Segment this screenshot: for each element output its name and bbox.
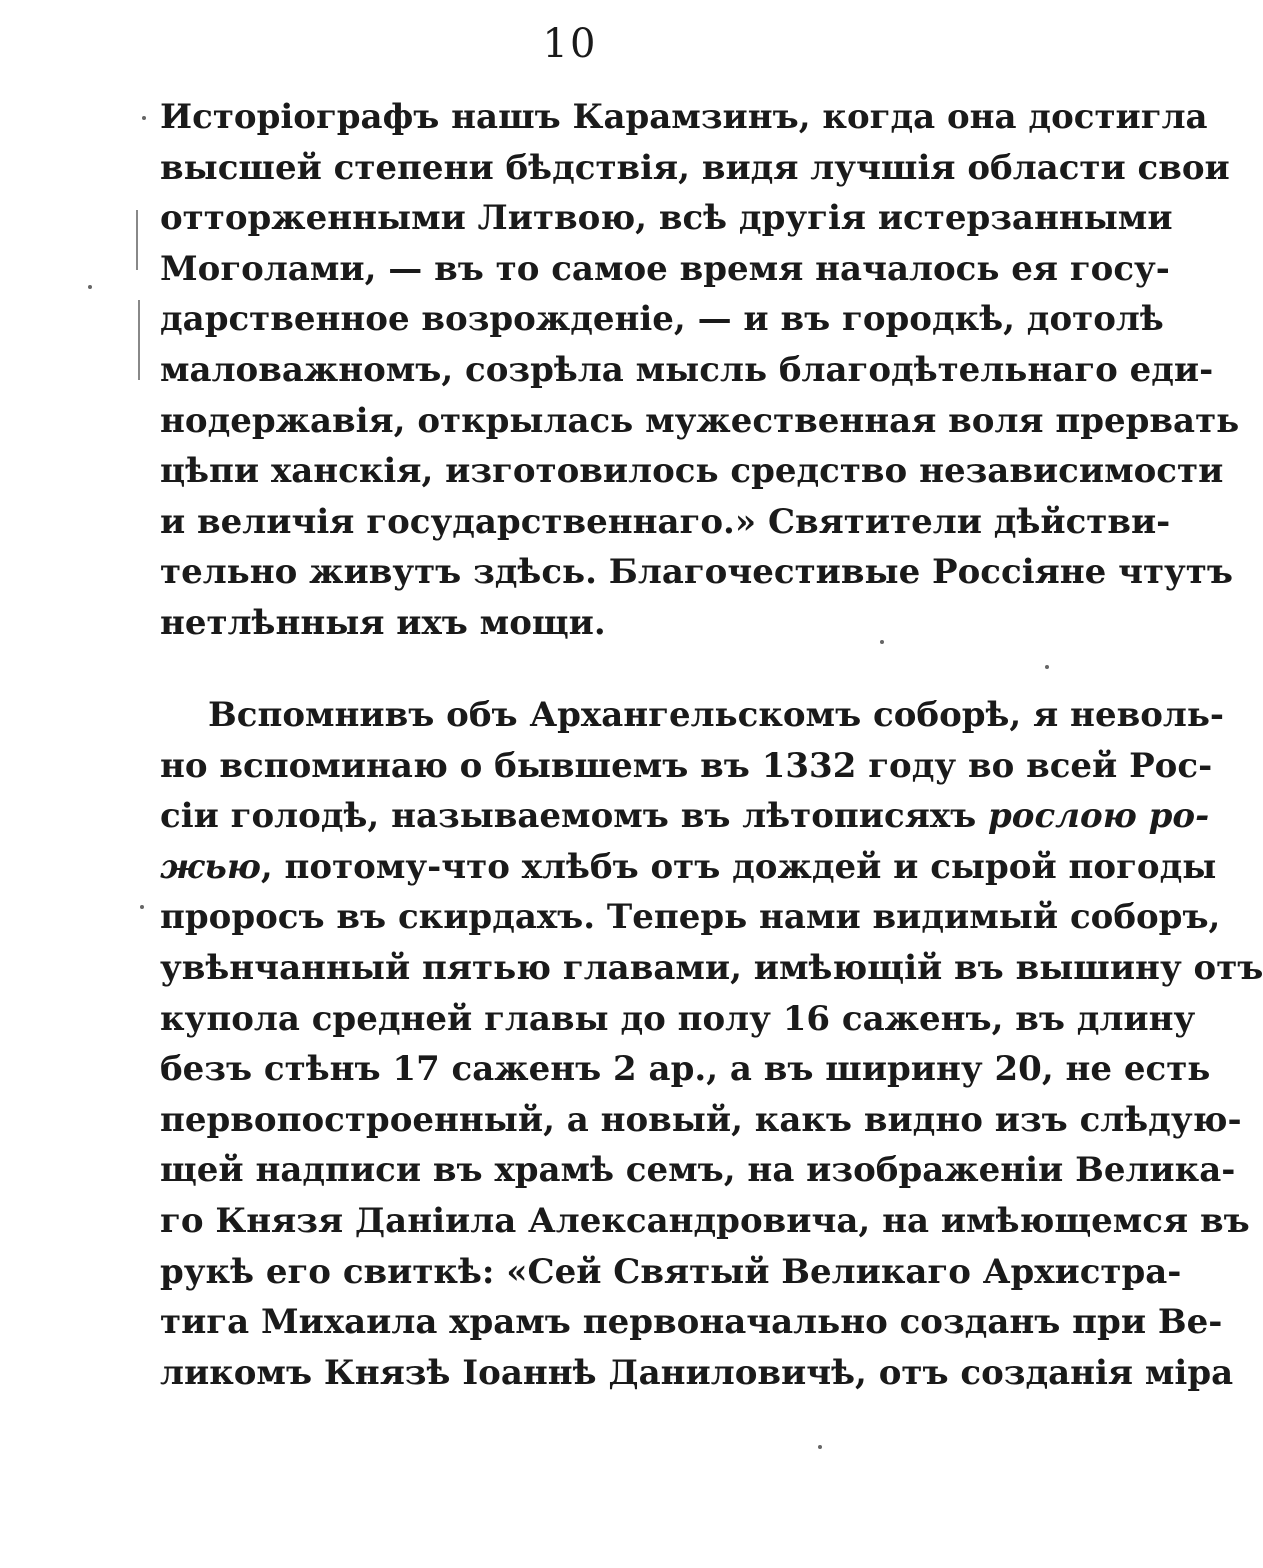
text-line: увѣнчанный пятью главами, имѣющій въ вышину отъ: [160, 947, 1263, 988]
text-line: Вспомнивъ объ Архангельскомъ соборѣ, я неволь-: [208, 695, 1225, 735]
text-line: и величія государственнаго.» Святители дѣйстви-: [160, 501, 1171, 542]
text-line: го Князя Даніила Александровича, на имѣющемся въ: [160, 1200, 1250, 1241]
scan-speck: [142, 116, 146, 120]
text-line: высшей степени бѣдствія, видя лучшія области свои: [160, 147, 1230, 188]
text-line: рукѣ его свиткѣ: «Сей Святый Великаго Архистра-: [160, 1251, 1182, 1292]
scan-margin-mark: [138, 300, 140, 380]
italic-phrase: жью: [160, 846, 261, 887]
text-line: отторженными Литвою, всѣ другія истерзанными: [160, 198, 1173, 239]
text-line: купола средней главы до полу 16 саженъ, въ длину: [160, 998, 1196, 1039]
scan-speck: [818, 1445, 822, 1449]
page-number: 10: [542, 21, 598, 67]
text-line: [160, 791, 1210, 842]
scan-speck: [1045, 665, 1049, 669]
paragraph-1: [160, 92, 1240, 649]
text-line: тига Михаила храмъ первоначально созданъ при Ве-: [160, 1302, 1223, 1343]
scan-speck: [140, 905, 144, 909]
text-line: ликомъ Князѣ Іоаннѣ Даниловичѣ, отъ созданія міра: [160, 1352, 1234, 1393]
text-line: Моголами, — въ то самое время началось ея госу-: [160, 248, 1170, 289]
text-line: безъ стѣнъ 17 саженъ 2 ар., а въ ширину 20, не есть: [160, 1049, 1211, 1090]
text-line: но вспоминаю о бывшемъ въ 1332 году во всей Рос-: [160, 745, 1213, 786]
text-line: проросъ въ скирдахъ. Теперь нами видимый соборъ,: [160, 897, 1221, 938]
text-line: маловажномъ, созрѣла мысль благодѣтельнаго еди-: [160, 349, 1214, 390]
text-line: [160, 842, 1217, 893]
text-line: нетлѣнныя ихъ мощи.: [160, 602, 606, 643]
text-line: цѣпи ханскія, изготовилось средство независимости: [160, 451, 1224, 492]
text-line: тельно живутъ здѣсь. Благочестивые Россіяне чтутъ: [160, 552, 1233, 593]
paragraph-2: [160, 690, 1263, 1398]
text-line: дарственное возрожденіе, — и въ городкѣ, дотолѣ: [160, 299, 1164, 340]
text-line: первопостроенный, а новый, какъ видно изъ слѣдую-: [160, 1099, 1242, 1140]
italic-phrase: рослою ро-: [988, 796, 1210, 837]
text-line: нодержавія, открылась мужественная воля прервать: [160, 400, 1240, 441]
text-segment: сіи голодѣ, называемомъ въ лѣтописяхъ: [160, 796, 989, 837]
scan-speck: [88, 285, 92, 289]
scan-margin-mark: [136, 210, 138, 270]
text-segment: , потому-что хлѣбъ отъ дождей и сырой погоды: [260, 846, 1217, 887]
scan-speck: [880, 640, 884, 644]
text-line: Исторіографъ нашъ Карамзинъ, когда она достигла: [160, 97, 1208, 137]
text-line: щей надписи въ храмѣ семъ, на изображеніи Велика-: [160, 1150, 1236, 1191]
